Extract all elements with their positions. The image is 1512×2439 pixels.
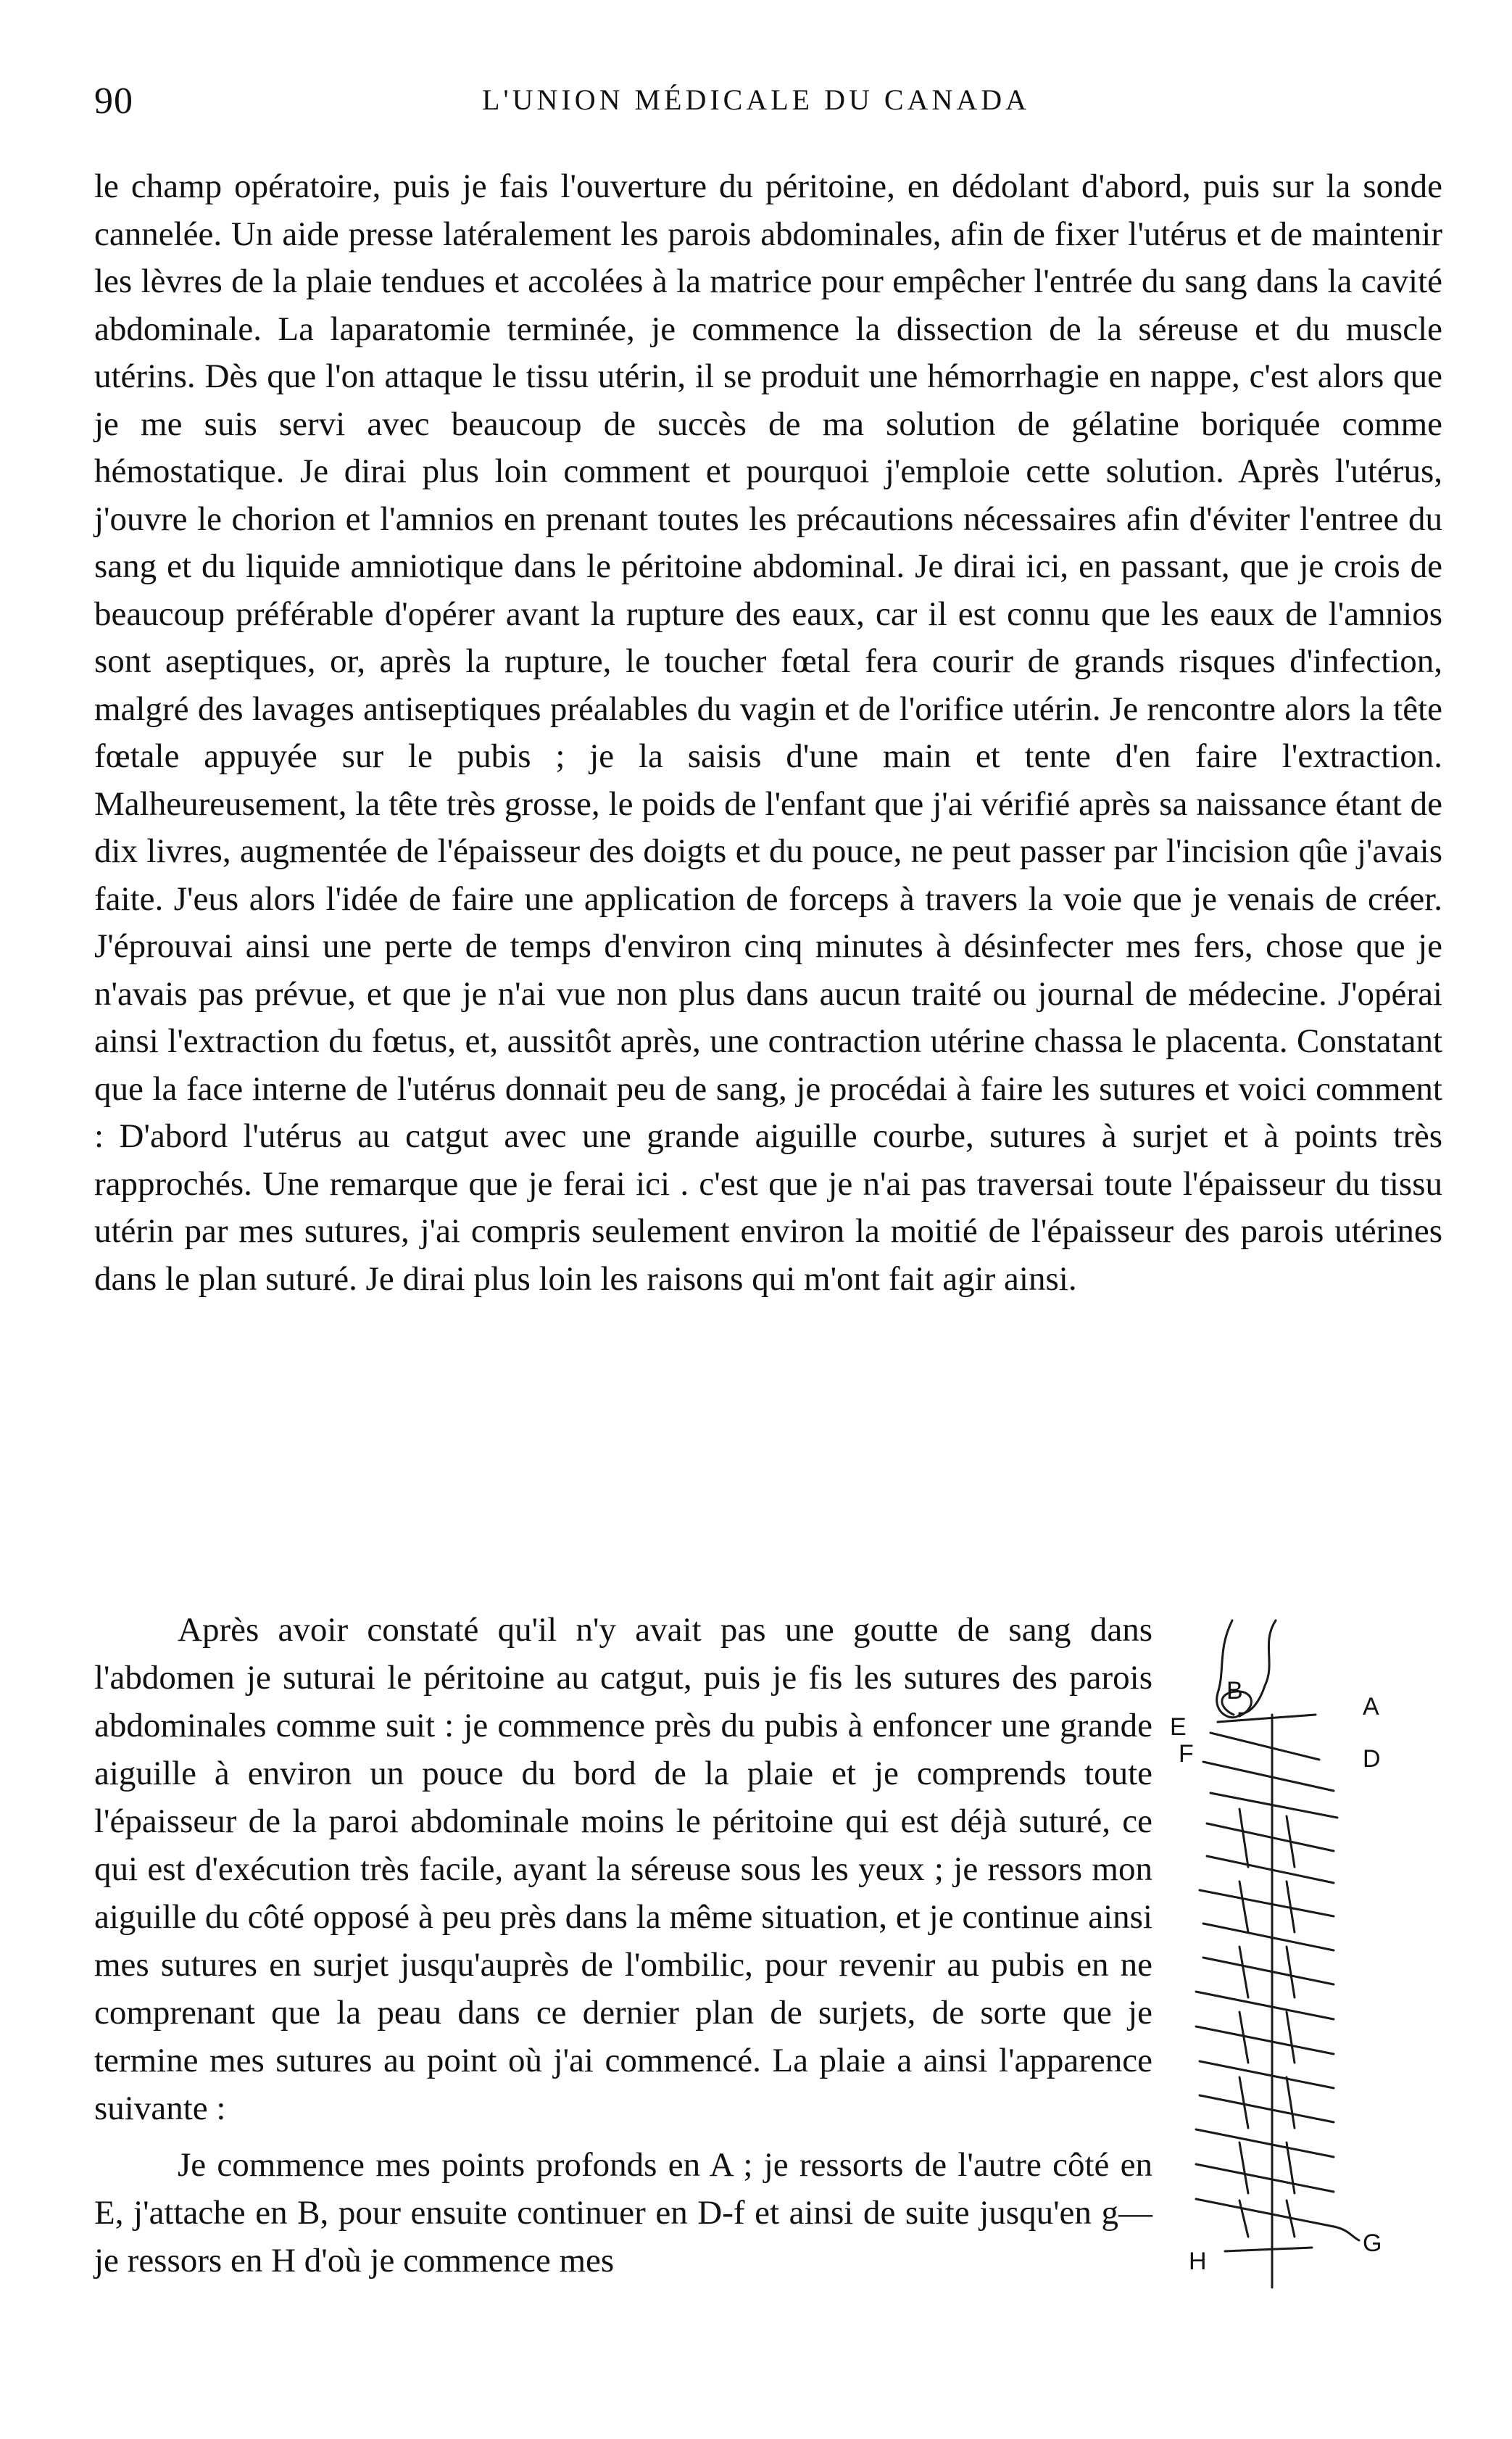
wavy-line-right xyxy=(1239,1620,1276,1713)
paragraph-1: le champ opératoire, puis je fais l'ouverture du péritoine, en dédolant d'abord, puis sur la sonde cannelée. Un aide presse latéralement les parois abdominales, afin de fixer l'utérus et de maintenir les lèvres de la plaie tendues et accolées à la matrice pour empêcher l'entrée du sang dans la cavité abdominale. La laparatomie terminée, je commence la dissection de la séreuse et du muscle utérins. Dès que l'on attaque le tissu utérin, il se produit une hémorrhagie en nappe, c'est alors que je me suis servi avec beaucoup de succès de ma solution de gélatine boriquée comme hémostatique. Je dirai plus loin comment et pourquoi j'emploie cette solution. Après l'utérus, j'ouvre le chorion et l'amnios en prenant toutes les précautions nécessaires afin d'éviter l'entree du sang et du liquide amniotique dans le péritoine abdominal. Je dirai ici, en passant, que je crois de beaucoup préférable d'opérer avant la rupture des eaux, car il est connu que les eaux de l'amnios sont aseptiques, or, après la rupture, le toucher fœtal fera courir de grands risques d'infection, malgré des lavages antiseptiques préalables du vagin et de l'orifice utérin. Je rencontre alors la tête fœtale appuyée sur le pubis ; je la saisis d'une main et tente d'en faire l'extraction. Malheureusement, la tête très grosse, le poids de l'enfant que j'ai vérifié après sa naissance étant de dix livres, augmentée de l'épaisseur des doigts et du pouce, ne peut passer par l'incision qûe j'avais faite. J'eus alors l'idée de faire une application de forceps à travers la voie que je venais de créer. J'éprouvai ainsi une perte de temps d'environ cinq minutes à désinfecter mes fers, chose que je n'avais pas prévue, et que je n'ai vue non plus dans aucun traité ou journal de médecine. J'opérai ainsi l'extraction du fœtus, et, aussitôt après, une contraction utérine chassa le placenta. Constatant que la face interne de l'utérus donnait peu de sang, je procédai à faire les sutures et voici comment : D'abord l'utérus au catgut avec une grande aiguille courbe, sutures à surjet et à points très rapprochés. Une remarque que je ferai ici . c'est que je n'ai pas traversai toute l'épaisseur du tissu utérin par mes sutures, j'ai compris seulement environ la moitié de l'épaisseur des parois utérines dans le plan suturé. Je dirai plus loin les raisons qui m'ont fait agir ainsi. xyxy=(94,167,1442,1298)
label-f: F xyxy=(1179,1740,1194,1768)
label-h: H xyxy=(1189,2248,1207,2275)
stitches xyxy=(1196,1762,1337,2251)
label-d: D xyxy=(1363,1745,1381,1773)
page-number: 90 xyxy=(94,80,133,122)
suture-diagram xyxy=(1167,1606,1435,2295)
label-g: G xyxy=(1363,2229,1382,2257)
paragraph-3: Je commence mes points profonds en A ; je ressorts de l'autre côté en E, j'attache en B, pour ensuite continuer en D-f et ainsi de suite jusqu'en g—je ressors en H d'où je commence mes xyxy=(94,2146,1152,2279)
label-e: E xyxy=(1170,1713,1187,1741)
lower-text xyxy=(94,1606,1152,2285)
suture-diagram-svg xyxy=(1167,1606,1435,2295)
main-text xyxy=(94,163,1442,1303)
paragraph-2: Après avoir constaté qu'il n'y avait pas une goutte de sang dans l'abdomen je suturai le péritoine au catgut, puis je fis les sutures des parois abdominales comme suit : je commence près du pubis à enfoncer une grande aiguille à environ un pouce du bord de la plaie et je comprends toute l'épaisseur de la paroi abdominale moins le péritoine qui est déjà suturé, ce qui est d'exécution très facile, ayant la séreuse sous les yeux ; je ressors mon aiguille du côté opposé à peu près dans la même situation, et je continue ainsi mes sutures en surjet jusqu'auprès de l'ombilic, pour revenir au pubis en ne comprenant que la peau dans ce dernier plan de surjets, de sorte que je termine mes sutures au point où j'ai commencé. La plaie a ainsi l'apparence suivante : xyxy=(94,1611,1152,2127)
label-a: A xyxy=(1363,1693,1379,1720)
stitch-1 xyxy=(1210,1733,1319,1760)
running-title: L'UNION MÉDICALE DU CANADA xyxy=(481,83,1031,116)
tail-stroke xyxy=(1334,2227,1359,2240)
page-header xyxy=(94,80,1418,131)
label-b: B xyxy=(1226,1677,1243,1705)
